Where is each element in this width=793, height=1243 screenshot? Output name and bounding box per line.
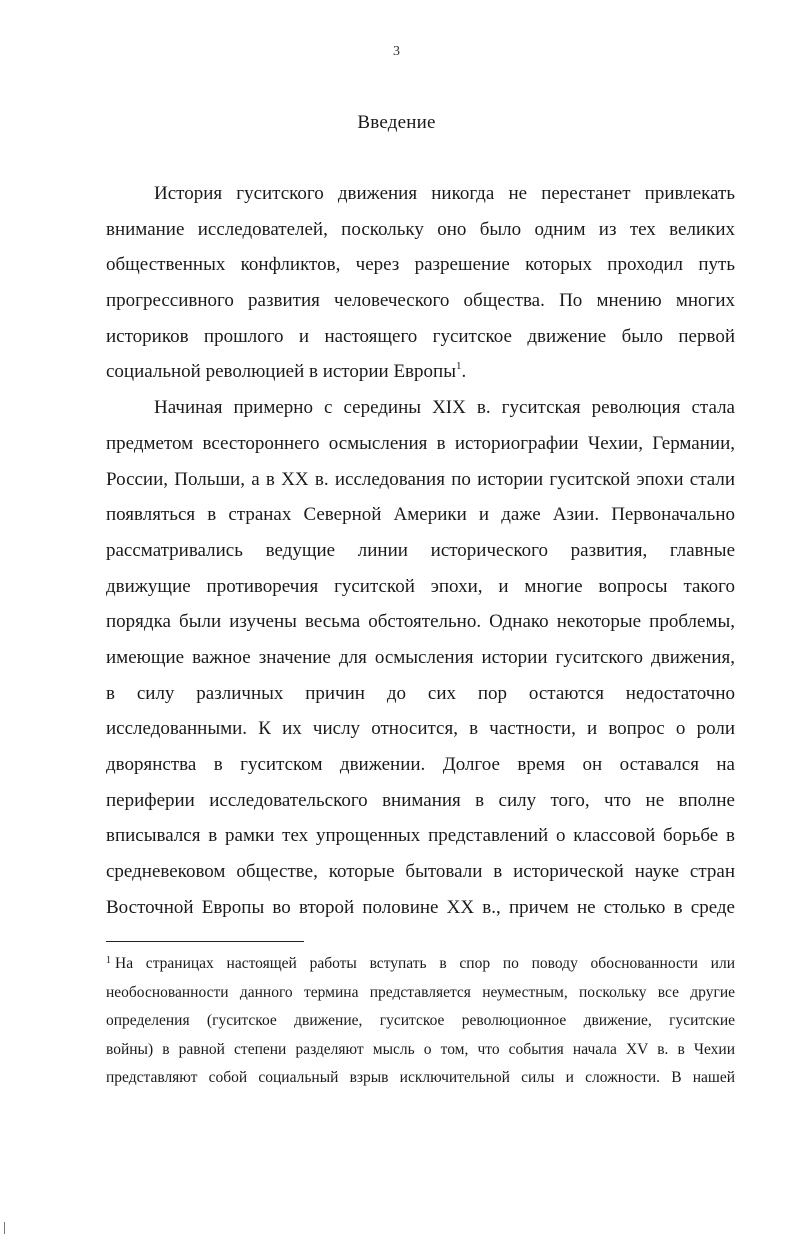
sentence-period: . <box>461 361 467 383</box>
main-text <box>106 176 735 925</box>
text-line: историков прошлого и настоящего гуситское движение было первой <box>106 325 735 347</box>
footnote-line: войны) в равной степени разделяют мысль о том, что события начала XV в. в Чехии <box>106 1040 735 1058</box>
text-line: исследованными. К их числу относится, в частности, и вопрос о роли <box>106 718 735 740</box>
text-line: Восточной Европы во второй половине XX в., причем не столько в среде <box>106 896 735 918</box>
footnote-line: представляют собой социальный взрыв исключительной силы и сложности. В нашей <box>106 1069 735 1087</box>
text-line: вписывался в рамки тех упрощенных представлений о классовой борьбе в <box>106 825 735 847</box>
section-title: Введение <box>357 112 436 133</box>
text-line: Начиная примерно с середины XIX в. гуситская революция стала <box>154 397 735 419</box>
text-line: имеющие важное значение для осмысления истории гуситского движения, <box>106 646 735 668</box>
text-line-content: социальной революцией в истории Европы <box>106 361 456 383</box>
text-line: периферии исследовательского внимания в силу того, что не вполне <box>106 789 735 811</box>
footnote-marker: 1 <box>106 955 111 966</box>
footnote-reference[interactable]: 1 <box>455 360 462 373</box>
text-line: порядка были изучены весьма обстоятельно. Однако некоторые проблемы, <box>106 611 735 633</box>
text-line: История гуситского движения никогда не перестанет привлекать <box>154 183 735 204</box>
text-line: предметом всестороннего осмысления в историографии Чехии, Германии, <box>106 432 735 454</box>
footnote <box>106 950 735 1093</box>
footnote-line-content: На страницах настоящей работы вступать в спор по поводу обоснованности или <box>115 955 735 972</box>
text-line: появляться в странах Северной Америки и даже Азии. Первоначально <box>106 504 735 526</box>
text-line: дворянства в гуситском движении. Долгое время он оставался на <box>106 754 735 775</box>
text-line <box>106 354 735 390</box>
text-line: прогрессивного развития человеческого общества. По мнению многих <box>106 290 735 312</box>
footnote-divider <box>106 941 304 942</box>
scan-artifact <box>4 1222 5 1234</box>
text-line: средневековом обществе, которые бытовали в исторической науке стран <box>106 861 735 883</box>
text-line: в силу различных причин до сих пор остаются недостаточно <box>106 682 735 704</box>
page-number: 3 <box>393 44 400 59</box>
text-line: внимание исследователей, поскольку оно было одним из тех великих <box>106 218 735 240</box>
text-line: рассматривались ведущие линии исторического развития, главные <box>106 539 735 561</box>
footnote-line <box>106 950 735 979</box>
text-line: России, Польши, а в XX в. исследования по истории гуситской эпохи стали <box>106 468 735 490</box>
footnote-line: необоснованности данного термина представляется неуместным, поскольку все другие <box>106 983 735 1001</box>
text-line: общественных конфликтов, через разрешение которых проходил путь <box>106 254 735 276</box>
text-line: движущие противоречия гуситской эпохи, и многие вопросы такого <box>106 575 735 597</box>
footnote-line: определения (гуситское движение, гуситское революционное движение, гуситские <box>106 1012 735 1030</box>
